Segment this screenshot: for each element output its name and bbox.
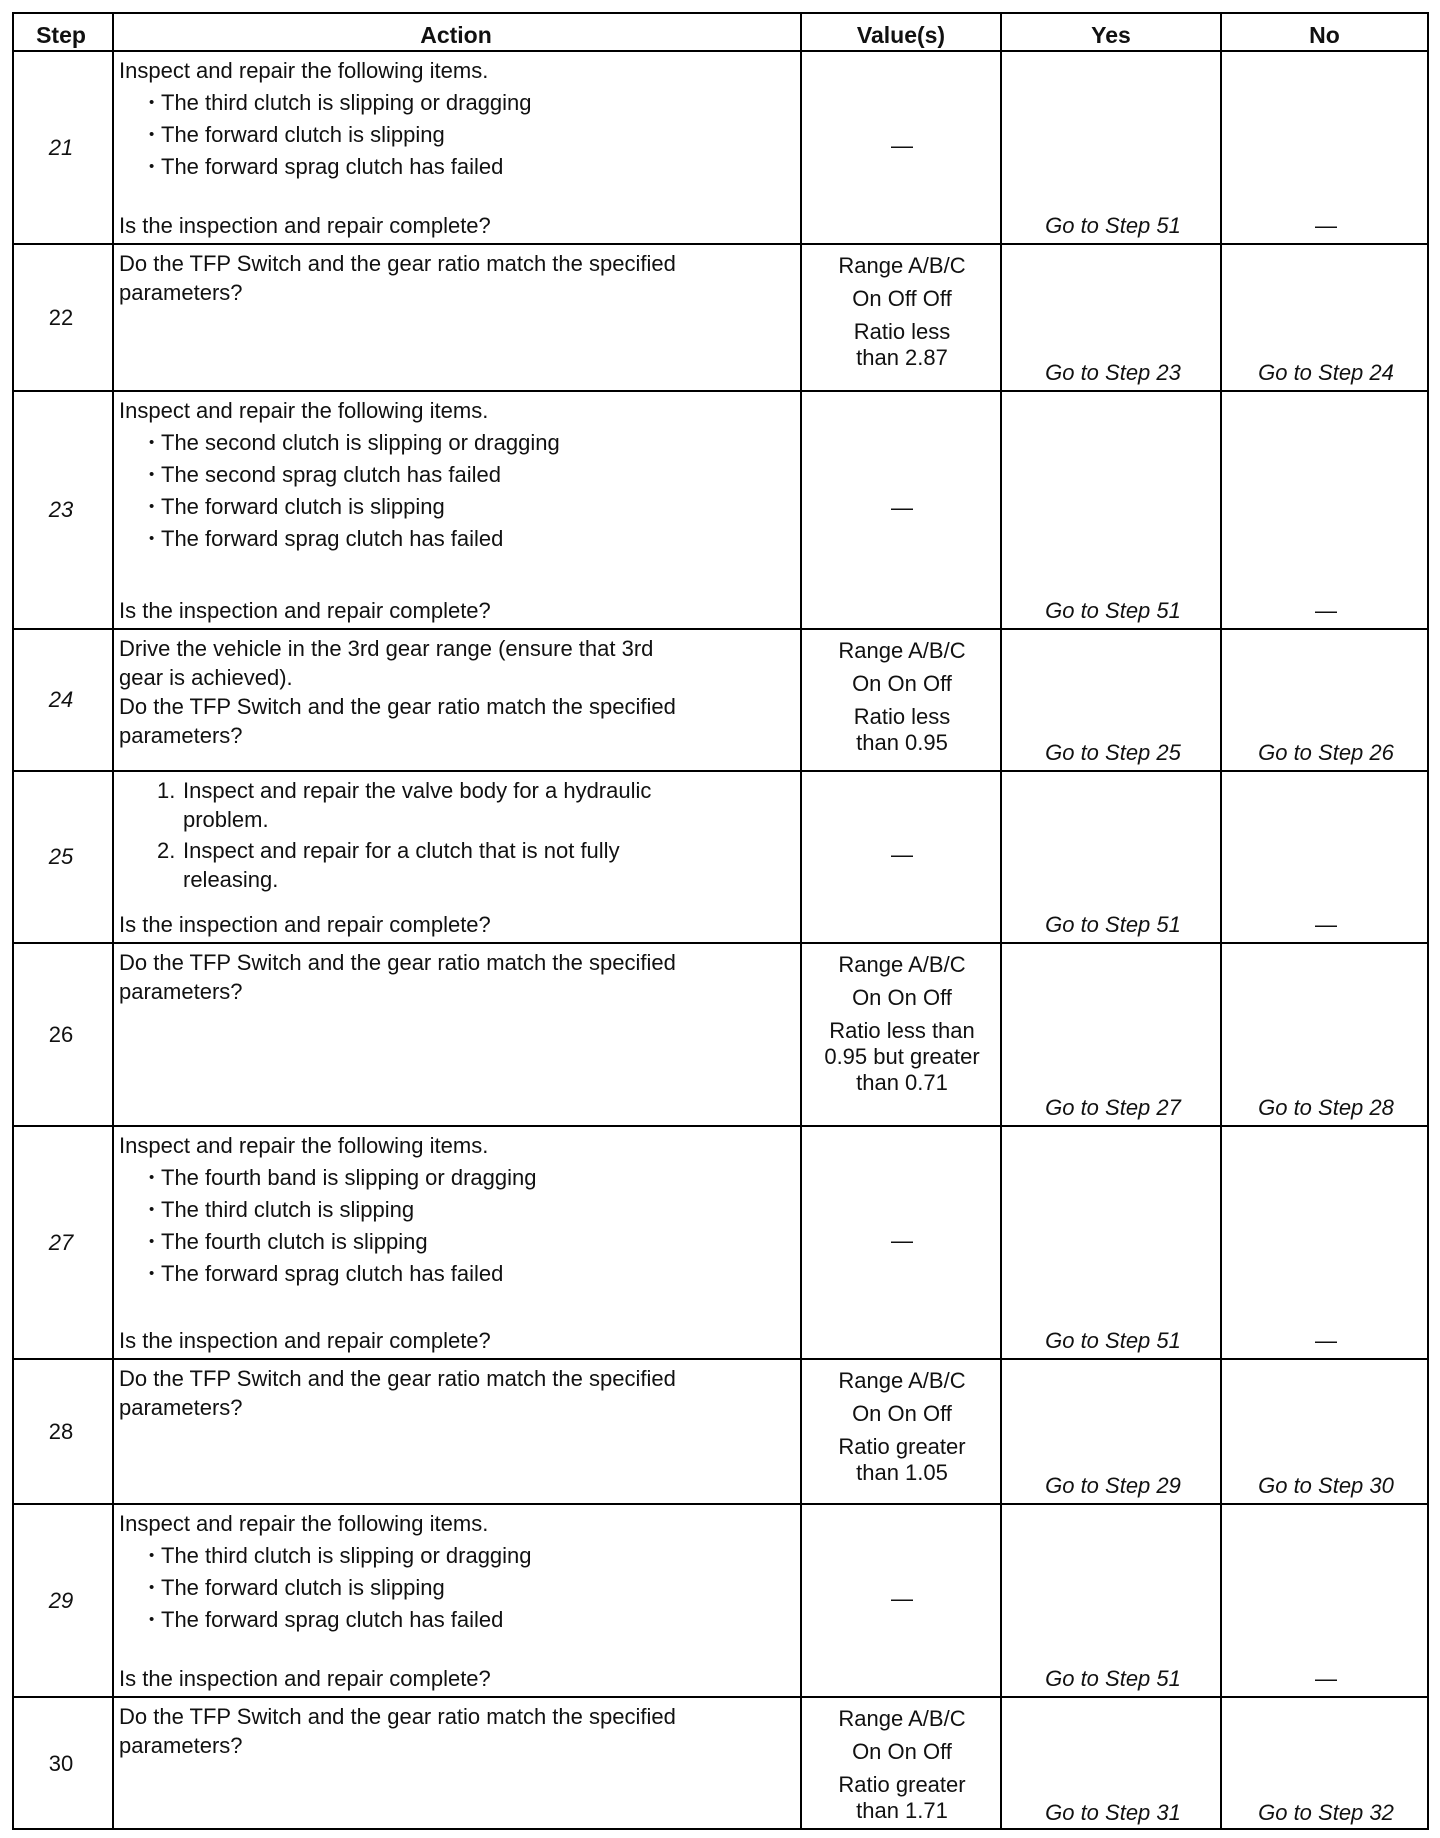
no-cell: — <box>1315 598 1337 623</box>
step-number: 23 <box>48 497 74 522</box>
step-number: 30 <box>48 1751 74 1776</box>
header-yes: Yes <box>1091 22 1131 48</box>
item-text: releasing. <box>183 867 279 892</box>
step-number: 26 <box>48 1021 74 1047</box>
yes-cell: Go to Step 51 <box>1045 213 1181 238</box>
action-cell <box>115 396 801 553</box>
values-cell <box>802 1226 1002 1255</box>
action-cell <box>115 56 801 181</box>
action-bullet: • The fourth clutch is slipping <box>119 1227 801 1256</box>
action-bullet: • The forward sprag clutch has failed <box>119 1259 801 1288</box>
value-dash: — <box>891 132 913 158</box>
action-bullet: • The fourth band is slipping or dragging <box>119 1163 801 1192</box>
action-bullet: • The second sprag clutch has failed <box>119 460 801 489</box>
action-text: parameters? <box>119 723 243 748</box>
table-row <box>12 1696 1429 1830</box>
action-question: Is the inspection and repair complete? <box>119 213 491 238</box>
action-bullet: • The forward clutch is slipping <box>119 120 801 149</box>
header-no: No <box>1309 22 1340 48</box>
action-cell <box>115 1364 801 1422</box>
action-bullet: • The forward clutch is slipping <box>119 492 801 521</box>
action-bullet: • The forward sprag clutch has failed <box>119 1605 801 1634</box>
yes-cell: Go to Step 51 <box>1045 912 1181 937</box>
value-line: than 1.05 <box>856 1460 948 1485</box>
value-line: Ratio less than <box>829 1018 975 1043</box>
action-text: Do the TFP Switch and the gear ratio match the specified <box>119 1704 676 1729</box>
yes-cell: Go to Step 27 <box>1045 1095 1181 1120</box>
no-cell: — <box>1315 213 1337 238</box>
item-number: 1. <box>157 778 176 803</box>
value-line: than 0.95 <box>856 730 948 755</box>
action-cell <box>115 1509 801 1634</box>
no-cell: Go to Step 30 <box>1258 1473 1394 1498</box>
value-dash: — <box>891 495 913 520</box>
value-line: Range A/B/C <box>838 1706 966 1731</box>
action-cell <box>115 1131 801 1288</box>
yes-cell: Go to Step 25 <box>1045 740 1181 765</box>
action-cell <box>115 948 801 1006</box>
action-intro: Inspect and repair the following items. <box>119 1511 489 1536</box>
step-number: 21 <box>48 134 74 160</box>
action-intro: Inspect and repair the following items. <box>119 398 489 423</box>
action-text: Do the TFP Switch and the gear ratio match the specified <box>119 950 676 975</box>
values-cell <box>802 1704 1002 1825</box>
action-text: Do the TFP Switch and the gear ratio match the specified <box>119 251 676 276</box>
yes-cell: Go to Step 51 <box>1045 598 1181 623</box>
no-cell: — <box>1315 1328 1337 1353</box>
table-row <box>12 1358 1429 1503</box>
action-bullet: • The third clutch is slipping or dragging <box>119 1541 801 1570</box>
value-line: On Off Off <box>852 286 952 311</box>
value-line: Ratio less <box>853 319 951 344</box>
table-row <box>12 770 1429 942</box>
action-question: Is the inspection and repair complete? <box>119 598 491 623</box>
table-row <box>12 628 1429 770</box>
item-number: 2. <box>157 838 176 863</box>
values-cell <box>802 493 1002 522</box>
action-text: Drive the vehicle in the 3rd gear range (ensure that 3rd <box>119 636 654 661</box>
action-bullet: • The third clutch is slipping or dragging <box>119 88 801 117</box>
value-line: On On Off <box>852 1739 952 1764</box>
step-number: 29 <box>48 1587 74 1613</box>
value-line: than 1.71 <box>856 1798 948 1823</box>
action-bullet: • The forward sprag clutch has failed <box>119 152 801 181</box>
step-number: 22 <box>48 304 74 330</box>
table-row <box>12 390 1429 628</box>
values-cell <box>802 251 1002 372</box>
action-cell <box>115 634 801 750</box>
header-action: Action <box>420 22 492 48</box>
no-cell: Go to Step 28 <box>1258 1095 1394 1120</box>
value-line: On On Off <box>852 671 952 696</box>
action-text: parameters? <box>119 979 243 1004</box>
value-line: than 2.87 <box>856 345 948 370</box>
action-cell <box>115 1702 801 1760</box>
table-row <box>12 1503 1429 1696</box>
yes-cell: Go to Step 51 <box>1045 1328 1181 1353</box>
value-line: Ratio greater <box>838 1434 966 1459</box>
values-cell <box>802 131 1002 160</box>
action-numbered-item <box>119 776 801 834</box>
value-dash: — <box>891 1585 913 1611</box>
table-header <box>12 12 1429 50</box>
value-dash: — <box>891 842 913 867</box>
action-text: parameters? <box>119 1395 243 1420</box>
value-line: than 0.71 <box>856 1070 948 1095</box>
table-row <box>12 50 1429 243</box>
action-text: parameters? <box>119 1733 243 1758</box>
no-cell: — <box>1315 912 1337 937</box>
action-text: parameters? <box>119 280 243 305</box>
header-values: Value(s) <box>856 22 946 48</box>
yes-cell: Go to Step 51 <box>1045 1666 1181 1691</box>
action-bullet: • The forward sprag clutch has failed <box>119 524 801 553</box>
value-line: Ratio less <box>853 704 951 729</box>
action-intro: Inspect and repair the following items. <box>119 1133 489 1158</box>
value-line: 0.95 but greater <box>824 1044 980 1069</box>
item-text: problem. <box>183 807 269 832</box>
action-bullet: • The second clutch is slipping or dragging <box>119 428 801 457</box>
values-cell <box>802 1366 1002 1487</box>
item-text: Inspect and repair for a clutch that is not fully <box>183 838 620 863</box>
value-line: Range A/B/C <box>838 952 966 977</box>
step-number: 24 <box>48 687 74 712</box>
item-text: Inspect and repair the valve body for a hydraulic <box>183 778 652 803</box>
action-text: gear is achieved). <box>119 665 293 690</box>
step-number: 27 <box>48 1229 74 1255</box>
action-cell <box>115 776 801 896</box>
action-question: Is the inspection and repair complete? <box>119 912 491 937</box>
table-row <box>12 1125 1429 1358</box>
value-line: Range A/B/C <box>838 638 966 663</box>
action-question: Is the inspection and repair complete? <box>119 1328 491 1353</box>
no-cell: Go to Step 32 <box>1258 1800 1394 1825</box>
action-bullet: • The forward clutch is slipping <box>119 1573 801 1602</box>
yes-cell: Go to Step 31 <box>1045 1800 1181 1825</box>
no-cell: Go to Step 26 <box>1258 740 1394 765</box>
value-line: Range A/B/C <box>838 1368 966 1393</box>
action-text: Do the TFP Switch and the gear ratio match the specified <box>119 1366 676 1391</box>
action-bullet: • The third clutch is slipping <box>119 1195 801 1224</box>
action-intro: Inspect and repair the following items. <box>119 58 489 83</box>
value-dash: — <box>891 1227 913 1253</box>
yes-cell: Go to Step 29 <box>1045 1473 1181 1498</box>
values-cell <box>802 840 1002 869</box>
step-number: 25 <box>48 844 74 869</box>
value-line: On On Off <box>852 985 952 1010</box>
no-cell: — <box>1315 1666 1337 1691</box>
action-question: Is the inspection and repair complete? <box>119 1666 491 1691</box>
values-cell <box>802 1584 1002 1613</box>
values-cell <box>802 636 1002 757</box>
header-step: Step <box>36 22 86 48</box>
action-text: Do the TFP Switch and the gear ratio match the specified <box>119 694 676 719</box>
value-line: Ratio greater <box>838 1772 966 1797</box>
no-cell: Go to Step 24 <box>1258 360 1394 385</box>
yes-cell: Go to Step 23 <box>1045 360 1181 385</box>
action-numbered-item <box>119 836 801 894</box>
step-number: 28 <box>48 1418 74 1444</box>
value-line: Range A/B/C <box>838 253 966 278</box>
table-row <box>12 243 1429 390</box>
action-cell <box>115 249 801 307</box>
values-cell <box>802 950 1002 1097</box>
table-row <box>12 942 1429 1125</box>
value-line: On On Off <box>852 1401 952 1426</box>
